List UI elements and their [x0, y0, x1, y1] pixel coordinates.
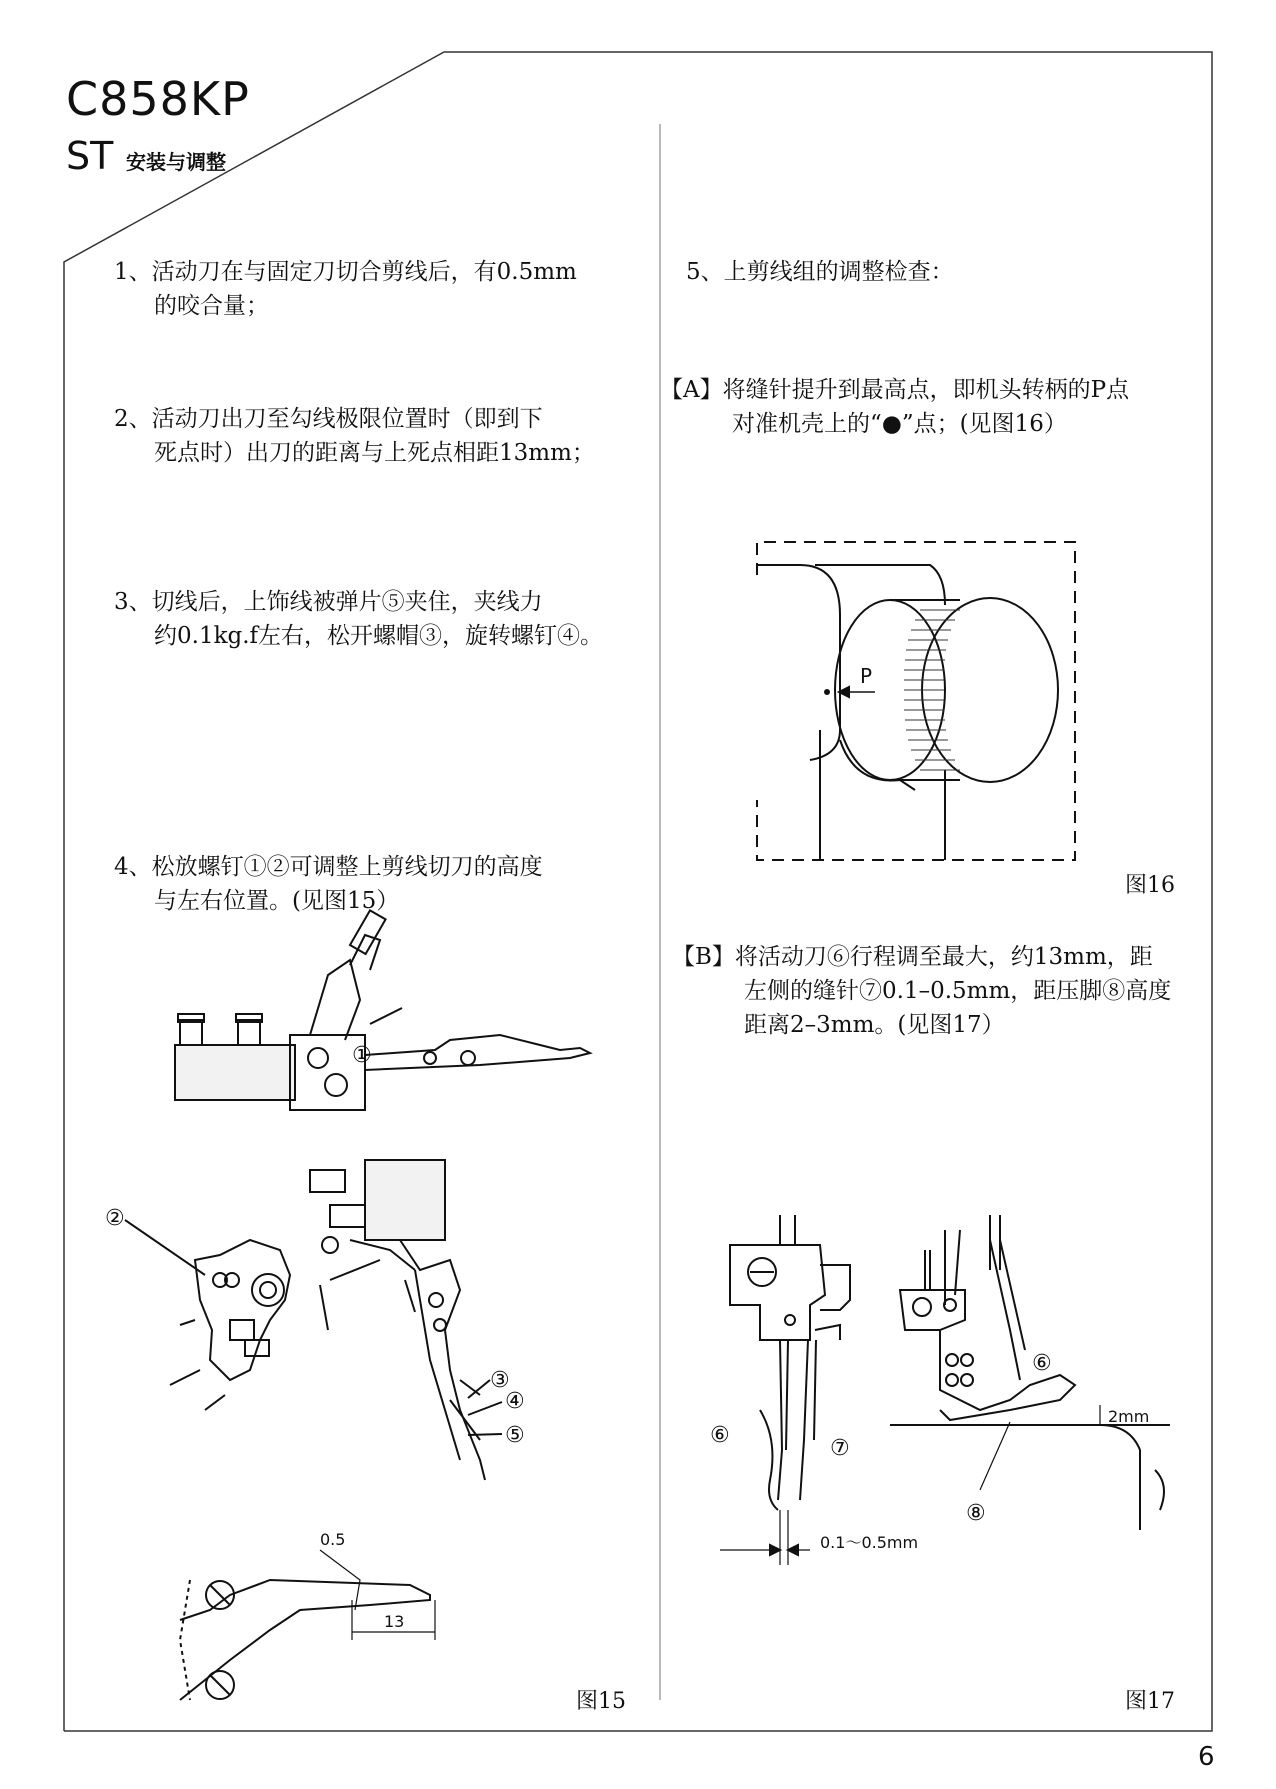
- fig16-label-p: P: [860, 664, 873, 688]
- instruction-1-line-1: 1、活动刀在与固定刀切合剪线后，有0.5mm: [114, 259, 577, 285]
- figure-16-drawing: [755, 540, 1095, 860]
- instruction-2-line-1: 2、活动刀出刀至勾线极限位置时（即到下: [114, 406, 543, 432]
- step-5-heading: 5、上剪线组的调整检查：: [686, 259, 954, 285]
- fig17-callout-7: ⑦: [830, 1436, 850, 1461]
- step-a: [660, 373, 1129, 441]
- instruction-1: [114, 255, 577, 323]
- instruction-3: [114, 585, 603, 653]
- instruction-4: [114, 850, 543, 918]
- fig15-callout-2: ②: [105, 1206, 125, 1231]
- step-b: [672, 940, 1171, 1042]
- fig15-overlap-dim: 0.5: [320, 1530, 346, 1549]
- series-label: ST: [66, 134, 114, 178]
- figure-16-caption: 图16: [1125, 873, 1175, 898]
- fig17-height-dim: 2mm: [1108, 1407, 1150, 1426]
- step-b-line-1: 【B】将活动刀⑥行程调至最大，约13mm，距: [672, 944, 1153, 970]
- page-number: 6: [1198, 1742, 1215, 1772]
- fig17-gap-dim: 0.1～0.5mm: [820, 1533, 919, 1552]
- step-b-line-2: 左侧的缝针⑦0.1–0.5mm，距压脚⑧高度: [744, 978, 1172, 1004]
- model-title: C858KP: [66, 72, 250, 126]
- figure-17-caption: 图17: [1125, 1689, 1175, 1714]
- fig15-callout-5: ⑤: [505, 1423, 525, 1448]
- instruction-3-line-2: 约0.1kg.f左右，松开螺帽③，旋转螺钉④。: [154, 623, 604, 649]
- step-b-line-3: 距离2–3mm。(见图17）: [744, 1012, 1005, 1038]
- fig17-callout-8: ⑧: [966, 1501, 986, 1526]
- instruction-1-line-2: 的咬合量；: [154, 293, 269, 319]
- instruction-3-line-1: 3、切线后，上饰线被弹片⑤夹住，夹线力: [114, 589, 543, 615]
- figure-15-drawing: [105, 940, 620, 1640]
- fig17-callout-6-left: ⑥: [710, 1423, 730, 1448]
- figure-17-drawing: [700, 1210, 1210, 1670]
- fig15-callout-4: ④: [505, 1389, 525, 1414]
- instruction-4-line-2: 与左右位置。(见图15）: [154, 888, 400, 914]
- instruction-4-line-1: 4、松放螺钉①②可调整上剪线切刀的高度: [114, 854, 543, 880]
- step-a-line-1: 【A】将缝针提升到最高点，即机头转柄的P点: [660, 377, 1130, 403]
- fig15-stroke-dim: 13: [384, 1612, 405, 1631]
- step-a-line-2: 对准机壳上的“●”点；(见图16）: [732, 411, 1067, 437]
- fig17-callout-6-right: ⑥: [1032, 1351, 1052, 1376]
- fig15-callout-1: ①: [352, 1043, 372, 1068]
- instruction-2-line-2: 死点时）出刀的距离与上死点相距13mm；: [154, 440, 595, 466]
- section-title: 安装与调整: [126, 150, 226, 174]
- fig15-callout-3: ③: [490, 1368, 510, 1393]
- instruction-2: [114, 402, 595, 470]
- figure-15-caption: 图15: [576, 1689, 626, 1714]
